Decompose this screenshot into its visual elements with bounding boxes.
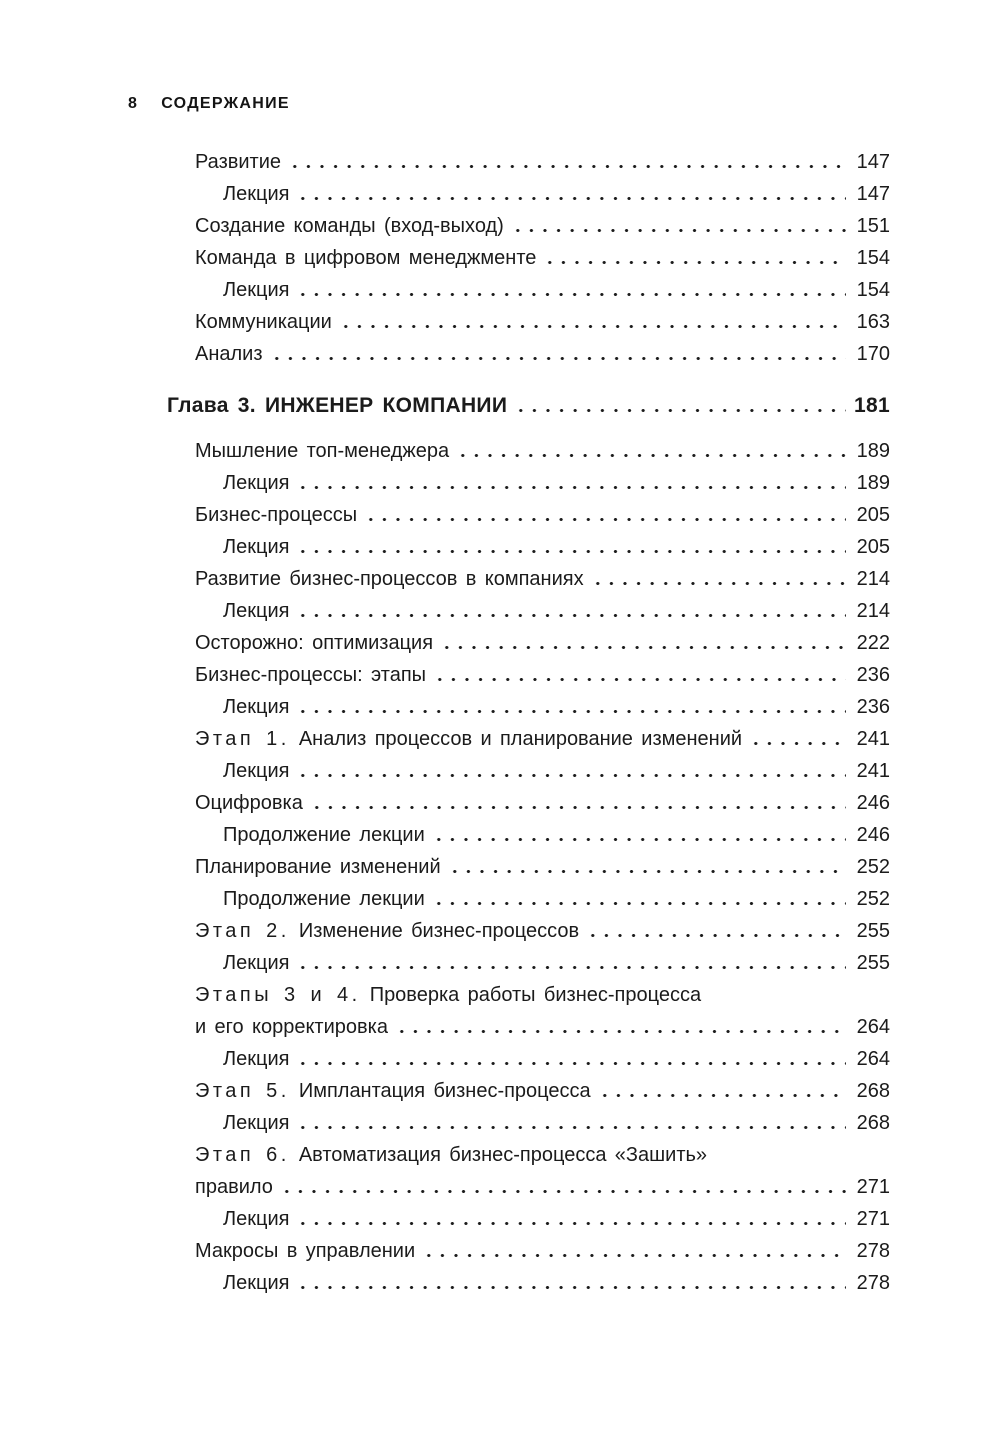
toc-entry bbox=[167, 563, 890, 595]
toc-entry-page: 181 bbox=[854, 394, 890, 417]
toc-entry bbox=[167, 691, 890, 723]
dot-leader bbox=[433, 678, 846, 681]
toc-entry-prefix: Этап 6. bbox=[195, 1144, 290, 1166]
dot-leader bbox=[296, 1286, 846, 1289]
toc-entry bbox=[167, 210, 890, 242]
toc-entry-label bbox=[223, 691, 289, 723]
toc-entry-page: 252 bbox=[856, 888, 890, 910]
toc-entry bbox=[167, 1203, 890, 1235]
toc-entry-text: Продолжение лекции bbox=[223, 824, 425, 846]
toc-entry-label bbox=[195, 1235, 415, 1267]
dot-leader bbox=[749, 742, 846, 745]
toc-entry bbox=[167, 467, 890, 499]
toc-entry-page: 255 bbox=[856, 952, 890, 974]
toc-entry bbox=[167, 947, 890, 979]
toc-entry bbox=[167, 435, 890, 467]
toc-entry-page: 189 bbox=[856, 440, 890, 462]
dot-leader bbox=[296, 197, 846, 200]
toc-entry-label bbox=[195, 1011, 388, 1043]
toc-entry-text: Изменение бизнес-процессов bbox=[298, 920, 580, 942]
toc-entry-text: Лекция bbox=[223, 1048, 290, 1070]
toc-entry-page: 151 bbox=[856, 215, 890, 237]
toc-entry-text: Автоматизация бизнес-процесса «Зашить» bbox=[298, 1144, 708, 1166]
toc-entry bbox=[167, 1139, 890, 1171]
toc-entry-text: Проверка работы бизнес-процесса bbox=[369, 984, 702, 1006]
dot-leader bbox=[296, 1062, 846, 1065]
toc-entry-page: 222 bbox=[856, 632, 890, 654]
toc-entry-text: Лекция bbox=[223, 1208, 290, 1230]
toc-entry-label bbox=[223, 1043, 289, 1075]
toc-entry-page: 147 bbox=[856, 151, 890, 173]
toc-entry-text: Лекция bbox=[223, 600, 290, 622]
toc-entry-label bbox=[195, 979, 701, 1011]
toc-entry bbox=[167, 499, 890, 531]
toc-entry-text: Бизнес-процессы: этапы bbox=[195, 664, 427, 686]
toc-entry-label bbox=[195, 338, 263, 370]
toc-entry-text: Имплантация бизнес-процесса bbox=[298, 1080, 591, 1102]
toc-entry-page: 236 bbox=[856, 664, 890, 686]
toc-entry-label bbox=[195, 146, 281, 178]
toc-entry bbox=[167, 1011, 890, 1043]
toc-entry-label bbox=[223, 1203, 289, 1235]
dot-leader bbox=[432, 838, 846, 841]
toc-entry-label bbox=[195, 659, 426, 691]
toc-entry-label bbox=[195, 627, 433, 659]
dot-leader bbox=[296, 710, 846, 713]
toc-entry-page: 214 bbox=[856, 600, 890, 622]
dot-leader bbox=[270, 357, 846, 360]
toc-entry-page: 252 bbox=[856, 856, 890, 878]
dot-leader bbox=[448, 870, 846, 873]
toc-entry-text: правило bbox=[195, 1176, 273, 1198]
dot-leader bbox=[440, 646, 846, 649]
dot-leader bbox=[511, 229, 846, 232]
toc-entry-label bbox=[195, 306, 332, 338]
dot-leader bbox=[586, 934, 846, 937]
toc-entry-text: Бизнес-процессы bbox=[195, 504, 358, 526]
toc-entry-label bbox=[223, 595, 289, 627]
toc-entry bbox=[167, 595, 890, 627]
toc-entry bbox=[167, 1075, 890, 1107]
toc-entry-label bbox=[195, 787, 303, 819]
toc-entry-page: 246 bbox=[856, 792, 890, 814]
toc-entry bbox=[167, 627, 890, 659]
toc-entry-label bbox=[195, 1075, 591, 1107]
toc-entry-text: Коммуникации bbox=[195, 311, 332, 333]
toc-entry-page: 271 bbox=[856, 1208, 890, 1230]
toc-entry-text: Команда в цифровом менеджменте bbox=[195, 247, 537, 269]
toc-entry bbox=[167, 242, 890, 274]
toc-entry-label bbox=[223, 947, 289, 979]
toc-entry-text: и его корректировка bbox=[195, 1016, 388, 1038]
toc-entry-label bbox=[195, 723, 742, 755]
toc-entry-label bbox=[195, 242, 536, 274]
dot-leader bbox=[339, 325, 846, 328]
toc-entry bbox=[167, 1107, 890, 1139]
toc-entry-label bbox=[223, 1267, 289, 1299]
toc-entry bbox=[167, 851, 890, 883]
toc-entry-page: 189 bbox=[856, 472, 890, 494]
toc-entry bbox=[167, 1171, 890, 1203]
toc-entry bbox=[167, 146, 890, 178]
toc-entry-page: 268 bbox=[856, 1112, 890, 1134]
toc-entry-label bbox=[223, 178, 289, 210]
toc-entry-page: 205 bbox=[856, 504, 890, 526]
toc-entry bbox=[167, 531, 890, 563]
dot-leader bbox=[296, 614, 846, 617]
toc-entry-label bbox=[223, 819, 425, 851]
toc-entry bbox=[167, 1235, 890, 1267]
toc-entry-text: Лекция bbox=[223, 472, 290, 494]
toc-entry-page: 163 bbox=[856, 311, 890, 333]
dot-leader bbox=[288, 165, 846, 168]
dot-leader bbox=[395, 1030, 846, 1033]
toc-entry-page: 278 bbox=[856, 1240, 890, 1262]
toc-entry-label bbox=[195, 499, 357, 531]
toc-entry-page: 154 bbox=[856, 279, 890, 301]
toc-entry-text: Развитие бизнес-процессов в компаниях bbox=[195, 568, 584, 590]
toc-entry-label bbox=[223, 883, 425, 915]
page-header-title: СОДЕРЖАНИЕ bbox=[161, 95, 290, 112]
dot-leader bbox=[543, 261, 846, 264]
toc-entry-text: Продолжение лекции bbox=[223, 888, 425, 910]
toc-entry bbox=[167, 883, 890, 915]
toc-entry-prefix: Этап 1. bbox=[195, 728, 290, 750]
dot-leader bbox=[422, 1254, 846, 1257]
toc-entry-text: Лекция bbox=[223, 536, 290, 558]
toc-entry-label bbox=[223, 467, 289, 499]
toc-entry-page: 236 bbox=[856, 696, 890, 718]
toc-entry-label bbox=[195, 1171, 273, 1203]
toc-entry-text: Развитие bbox=[195, 151, 281, 173]
toc-entry-text: Анализ bbox=[195, 343, 263, 365]
toc-entry-page: 154 bbox=[856, 247, 890, 269]
toc-entry-text: Лекция bbox=[223, 760, 290, 782]
toc-entry-text: Мышление топ-менеджера bbox=[195, 440, 450, 462]
toc-entry-text: Макросы в управлении bbox=[195, 1240, 416, 1262]
toc-entry-page: 241 bbox=[856, 760, 890, 782]
page-number: 8 bbox=[128, 95, 139, 112]
toc-entry-label bbox=[223, 1107, 289, 1139]
toc-entry-label bbox=[223, 274, 289, 306]
toc-entry-text: Лекция bbox=[223, 952, 290, 974]
toc-entry-page: 255 bbox=[856, 920, 890, 942]
toc-entry-label bbox=[195, 1139, 707, 1171]
toc-entry-label bbox=[195, 563, 584, 595]
toc-entry-text: Планирование изменений bbox=[195, 856, 441, 878]
dot-leader bbox=[296, 774, 846, 777]
dot-leader bbox=[456, 454, 846, 457]
toc-entry-page: 147 bbox=[856, 183, 890, 205]
toc-entry bbox=[167, 979, 890, 1011]
toc-entry-text: Лекция bbox=[223, 279, 290, 301]
toc-entry bbox=[167, 1267, 890, 1299]
dot-leader bbox=[296, 1222, 846, 1225]
toc-entry-text: Создание команды (вход-выход) bbox=[195, 215, 504, 237]
dot-leader bbox=[296, 550, 846, 553]
toc-entry bbox=[167, 390, 890, 422]
toc-entry-page: 264 bbox=[856, 1048, 890, 1070]
toc-entry bbox=[167, 755, 890, 787]
toc-entry-text: Глава 3. ИНЖЕНЕР КОМПАНИИ bbox=[167, 394, 508, 417]
dot-leader bbox=[310, 806, 846, 809]
toc-entry bbox=[167, 178, 890, 210]
dot-leader bbox=[280, 1190, 846, 1193]
toc-entry-label bbox=[223, 531, 289, 563]
dot-leader bbox=[598, 1094, 846, 1097]
toc-entry-label bbox=[223, 755, 289, 787]
toc-entry-label bbox=[195, 435, 449, 467]
toc-entry-text: Лекция bbox=[223, 1112, 290, 1134]
dot-leader bbox=[364, 518, 846, 521]
toc-entry-prefix: Этапы 3 и 4. bbox=[195, 984, 361, 1006]
toc-entry bbox=[167, 659, 890, 691]
page-header bbox=[128, 95, 290, 113]
dot-leader bbox=[432, 902, 846, 905]
toc-entry bbox=[167, 787, 890, 819]
table-of-contents bbox=[167, 146, 890, 1299]
dot-leader bbox=[296, 966, 846, 969]
toc-entry-prefix: Этап 2. bbox=[195, 920, 290, 942]
toc-entry-page: 246 bbox=[856, 824, 890, 846]
toc-entry-text: Анализ процессов и планирование изменений bbox=[298, 728, 743, 750]
toc-entry-label bbox=[195, 915, 579, 947]
toc-entry-page: 205 bbox=[856, 536, 890, 558]
dot-leader bbox=[296, 293, 846, 296]
toc-entry-page: 268 bbox=[856, 1080, 890, 1102]
toc-entry-text: Осторожно: оптимизация bbox=[195, 632, 434, 654]
dot-leader bbox=[591, 582, 846, 585]
toc-entry-page: 170 bbox=[856, 343, 890, 365]
toc-entry-label bbox=[195, 210, 504, 242]
toc-entry-label bbox=[167, 390, 507, 422]
toc-entry-page: 278 bbox=[856, 1272, 890, 1294]
toc-entry bbox=[167, 1043, 890, 1075]
toc-entry bbox=[167, 915, 890, 947]
toc-entry-text: Лекция bbox=[223, 696, 290, 718]
dot-leader bbox=[296, 1126, 846, 1129]
toc-entry-label bbox=[195, 851, 441, 883]
toc-entry-page: 264 bbox=[856, 1016, 890, 1038]
toc-entry-page: 241 bbox=[856, 728, 890, 750]
toc-entry-page: 214 bbox=[856, 568, 890, 590]
toc-entry-text: Лекция bbox=[223, 183, 290, 205]
toc-entry-page: 271 bbox=[856, 1176, 890, 1198]
toc-entry bbox=[167, 819, 890, 851]
toc-entry-prefix: Этап 5. bbox=[195, 1080, 290, 1102]
toc-entry bbox=[167, 274, 890, 306]
toc-entry-text: Лекция bbox=[223, 1272, 290, 1294]
toc-entry bbox=[167, 338, 890, 370]
toc-entry bbox=[167, 306, 890, 338]
toc-entry-text: Оцифровка bbox=[195, 792, 303, 814]
dot-leader bbox=[296, 486, 846, 489]
toc-entry bbox=[167, 723, 890, 755]
dot-leader bbox=[514, 409, 846, 412]
